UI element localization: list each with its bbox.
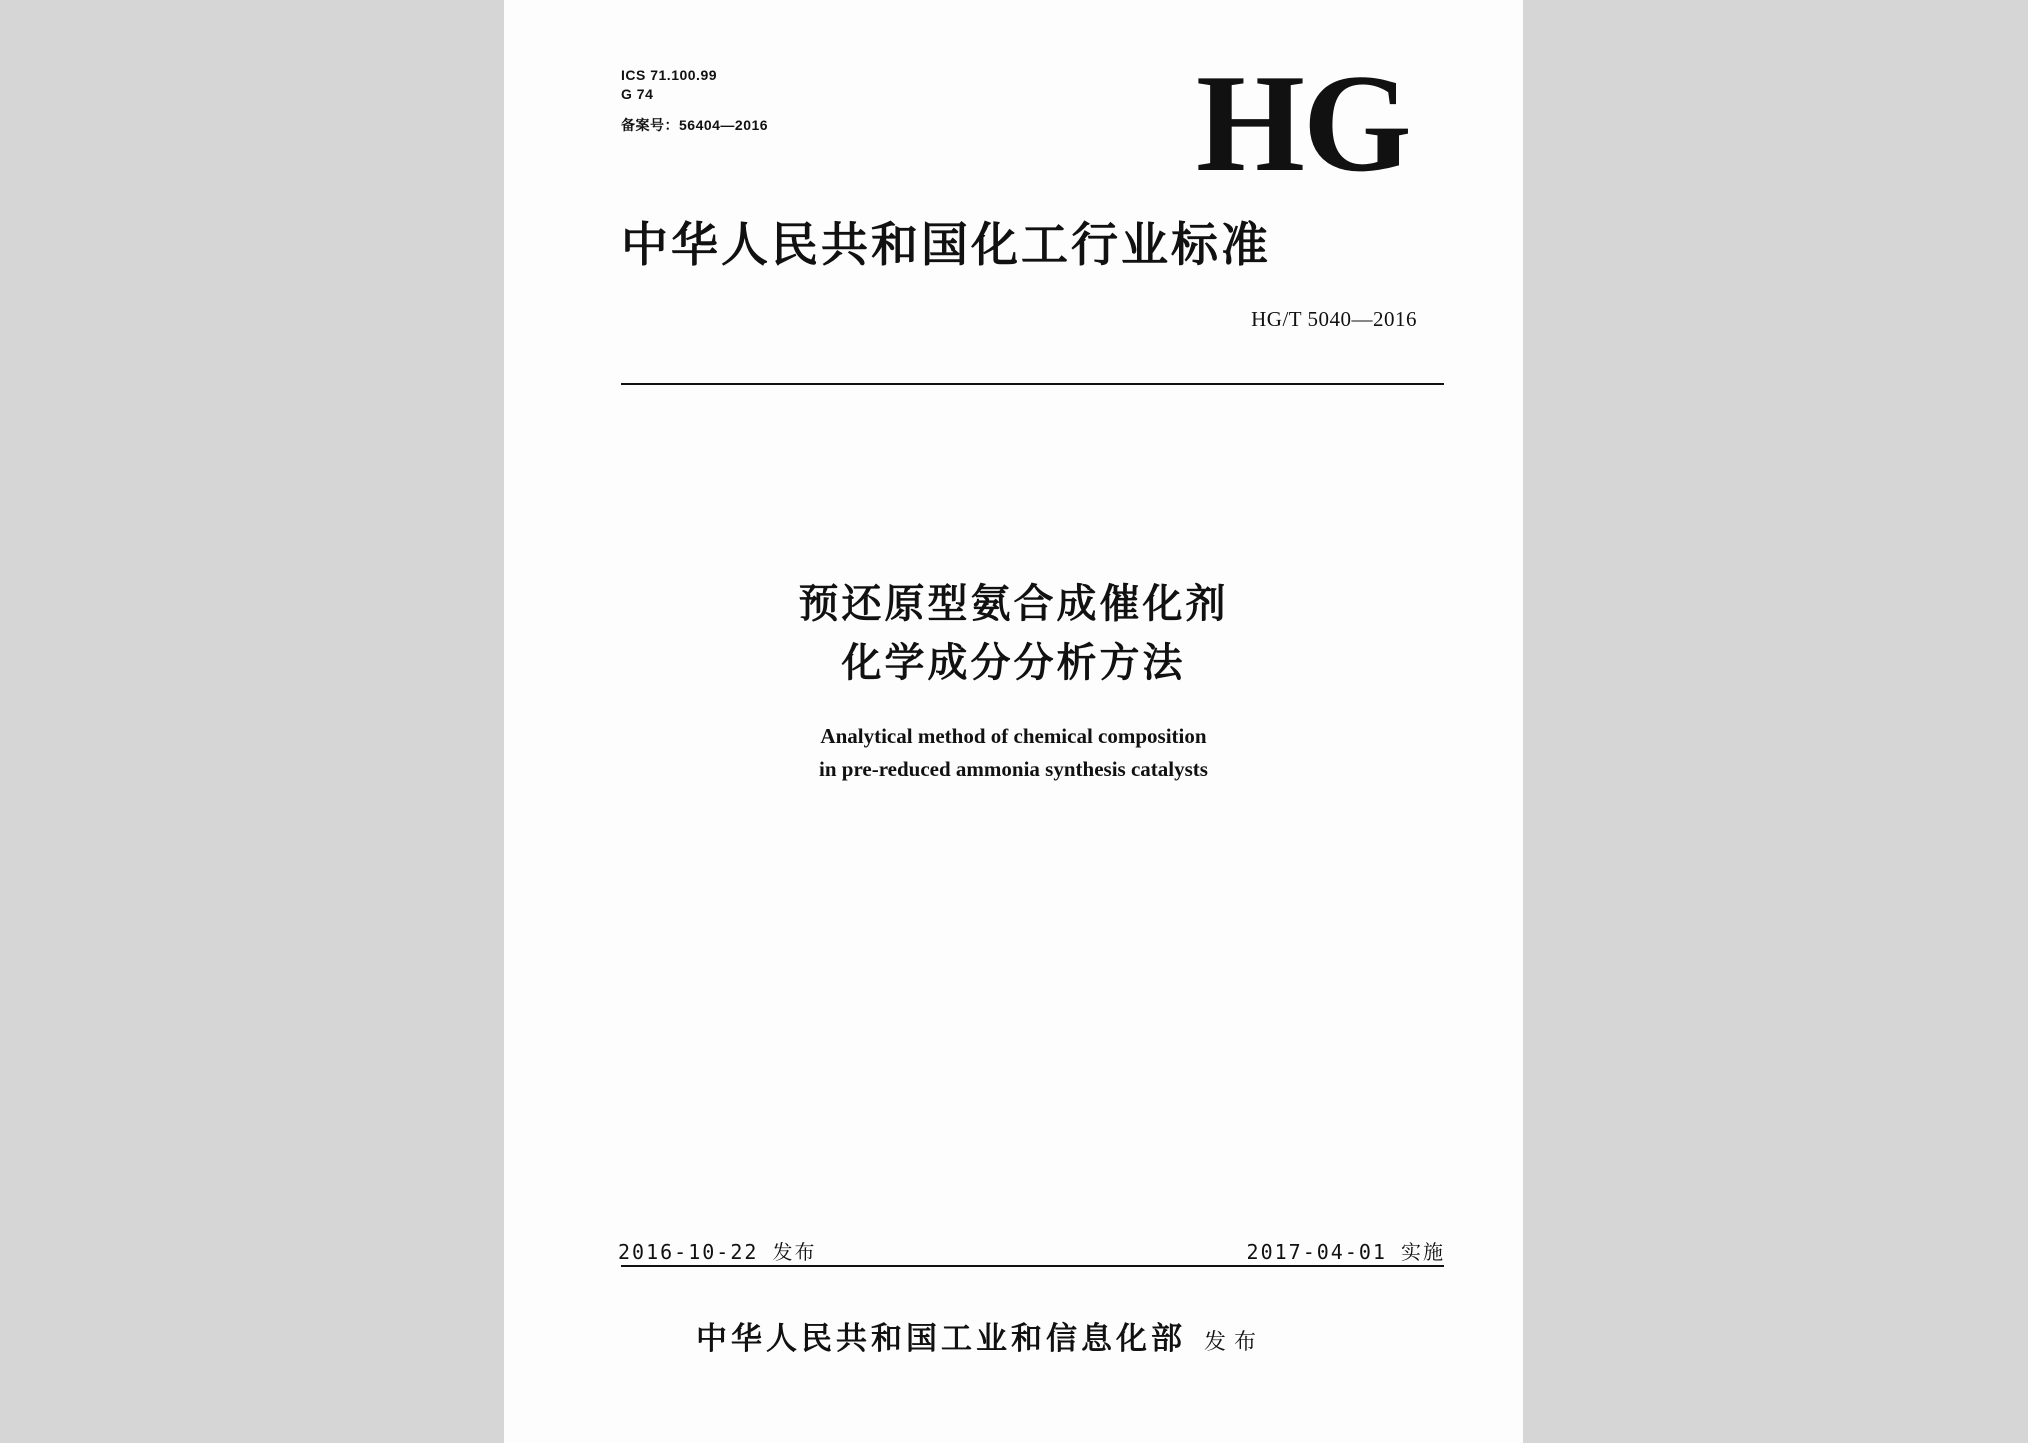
standard-number: HG/T 5040—2016 bbox=[1251, 307, 1417, 331]
issuer bbox=[696, 1313, 1264, 1358]
top-divider bbox=[621, 383, 1444, 385]
bottom-divider bbox=[621, 1265, 1444, 1267]
ccs-code: G 74 bbox=[621, 86, 654, 102]
document-page bbox=[504, 0, 1523, 1443]
filing-number: 备案号：56404—2016 bbox=[621, 117, 769, 133]
effective-date: 2017-04-01 实施 bbox=[1246, 1240, 1445, 1264]
hg-logo: HG bbox=[1196, 46, 1410, 201]
ics-code: ICS 71.100.99 bbox=[621, 67, 718, 83]
chinese-title-line-2: 化学成分分析方法 bbox=[841, 640, 1186, 686]
issuer-suffix: 发布 bbox=[1204, 1330, 1265, 1355]
issuer-name: 中华人民共和国工业和信息化部 bbox=[696, 1321, 1186, 1357]
english-title-line-2: in pre-reduced ammonia synthesis catalysts bbox=[819, 757, 1208, 781]
chinese-title-line-1: 预还原型氨合成催化剂 bbox=[798, 581, 1229, 627]
org-title: 中华人民共和国化工行业标准 bbox=[621, 218, 1271, 273]
english-title-line-1: Analytical method of chemical composition bbox=[820, 724, 1207, 748]
release-date: 2016-10-22 发布 bbox=[618, 1240, 817, 1264]
